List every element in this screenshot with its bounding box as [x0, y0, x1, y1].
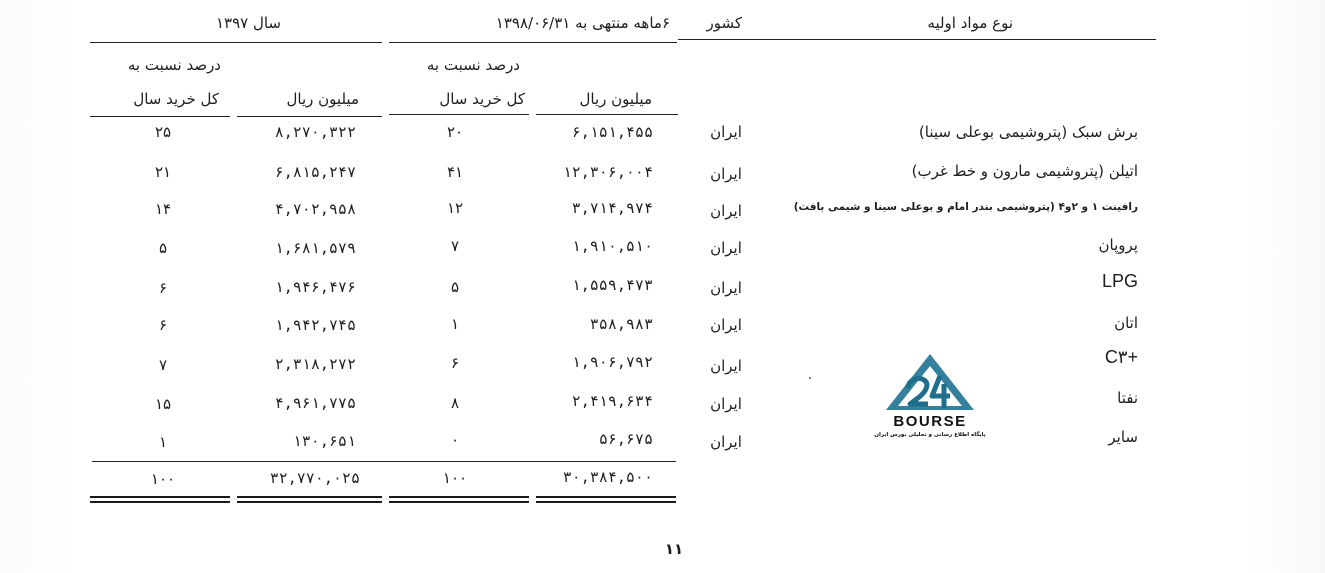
watermark-brand: BOURSE [893, 413, 967, 430]
header-material-type: نوع مواد اولیه [927, 14, 1013, 32]
total-previous-percent: ۱۰۰ [150, 470, 176, 488]
total-rule-top [92, 461, 676, 462]
material-name: LPG [1101, 271, 1138, 291]
material-name: برش سبک (پتروشیمی بوعلی سینا) [918, 123, 1138, 141]
material-name: نفتا [1117, 389, 1138, 407]
total-double-rule-3b [237, 501, 382, 503]
current-amount-cell: ۲,۴۱۹,۶۳۴ [571, 392, 653, 410]
country-cell: ایران [710, 279, 742, 297]
subheader-previous-percent-line2: کل خرید سال [133, 90, 219, 108]
header-rule-material [678, 39, 1156, 40]
header-period-current: ۶ماهه منتهی به ۱۳۹۸/۰۶/۳۱ [495, 14, 670, 32]
bourse-logo-icon [870, 352, 990, 414]
total-double-rule-4b [90, 501, 230, 503]
country-cell: ایران [710, 165, 742, 183]
previous-percent-cell: ۶ [158, 316, 168, 334]
previous-percent-cell: ۱۵ [154, 395, 172, 413]
header-rule-previous [90, 42, 382, 43]
previous-amount-cell: ۱۳۰,۶۵۱ [292, 432, 356, 450]
current-percent-cell: ۵ [450, 278, 460, 296]
total-double-rule-3a [237, 496, 382, 498]
total-double-rule-2a [389, 496, 529, 498]
previous-amount-cell: ۴,۹۶۱,۷۷۵ [274, 394, 356, 412]
subheader-current-percent-line1: درصد نسبت به [426, 56, 520, 74]
current-amount-cell: ۶,۱۵۱,۴۵۵ [571, 123, 653, 141]
total-current-amount: ۳۰,۳۸۴,۵۰۰ [562, 468, 653, 486]
current-percent-cell: ۱ [450, 315, 460, 333]
previous-percent-cell: ۵ [158, 239, 168, 257]
previous-amount-cell: ۲,۳۱۸,۲۷۲ [274, 355, 356, 373]
previous-percent-cell: ۲۵ [154, 123, 172, 141]
previous-amount-cell: ۱,۶۸۱,۵۷۹ [274, 239, 356, 257]
previous-amount-cell: ۸,۲۷۰,۳۲۲ [274, 123, 356, 141]
watermark-tagline: پایگاه اطلاع رسانی و تحلیلی بورس ایران [874, 432, 986, 438]
current-percent-cell: ۶ [450, 354, 460, 372]
previous-percent-cell: ۶ [158, 279, 168, 297]
current-percent-cell: ۱۲ [446, 199, 464, 217]
subheader-previous-percent-line1: درصد نسبت به [127, 56, 221, 74]
country-cell: ایران [710, 357, 742, 375]
total-double-rule-2b [389, 501, 529, 503]
total-current-percent: ۱۰۰ [442, 469, 468, 487]
current-amount-cell: ۱۲,۳۰۶,۰۰۴ [562, 163, 653, 181]
subheader-rule-current-percent [389, 114, 529, 115]
previous-amount-cell: ۱,۹۴۶,۴۷۶ [274, 278, 356, 296]
material-name: سایر [1108, 428, 1138, 446]
country-cell: ایران [710, 123, 742, 141]
subheader-rule-previous-percent [90, 116, 230, 117]
total-double-rule-4a [90, 496, 230, 498]
page-number: ۱۱ [664, 540, 684, 558]
previous-percent-cell: ۱ [158, 433, 168, 451]
country-cell: ایران [710, 433, 742, 451]
material-name: اتان [1114, 314, 1138, 332]
current-amount-cell: ۳,۷۱۴,۹۷۴ [571, 199, 653, 217]
total-previous-amount: ۳۲,۷۷۰,۰۲۵ [269, 469, 360, 487]
current-amount-cell: ۵۶,۶۷۵ [598, 430, 653, 448]
total-double-rule-1b [536, 501, 676, 503]
header-period-previous: سال ۱۳۹۷ [215, 14, 281, 32]
current-amount-cell: ۱,۹۰۶,۷۹۲ [571, 353, 653, 371]
total-double-rule-1a [536, 496, 676, 498]
current-percent-cell: ۰ [450, 431, 460, 449]
material-name: اتیلن (پتروشیمی مارون و خط غرب) [911, 162, 1138, 180]
material-name: C۳+ [1104, 347, 1138, 367]
current-percent-cell: ۴۱ [446, 163, 464, 181]
current-amount-cell: ۱,۹۱۰,۵۱۰ [571, 237, 653, 255]
subheader-rule-current-amount [536, 114, 678, 115]
bourse-watermark-logo [870, 352, 990, 447]
header-country: کشور [706, 14, 742, 32]
subheader-current-percent-line2: کل خرید سال [439, 90, 525, 108]
current-percent-cell: ۲۰ [446, 123, 464, 141]
previous-amount-cell: ۴,۷۰۲,۹۵۸ [274, 200, 356, 218]
scan-speck [809, 377, 811, 379]
current-amount-cell: ۱,۵۵۹,۴۷۳ [571, 276, 653, 294]
previous-amount-cell: ۱,۹۴۲,۷۴۵ [274, 316, 356, 334]
subheader-current-million-rial: میلیون ریال [579, 90, 652, 108]
subheader-rule-previous-amount [237, 116, 382, 117]
material-name: پروپان [1098, 236, 1138, 254]
country-cell: ایران [710, 202, 742, 220]
previous-percent-cell: ۷ [158, 356, 168, 374]
previous-percent-cell: ۱۴ [154, 200, 172, 218]
previous-amount-cell: ۶,۸۱۵,۲۴۷ [274, 163, 356, 181]
country-cell: ایران [710, 395, 742, 413]
previous-percent-cell: ۲۱ [154, 163, 172, 181]
material-name: رافینت ۱ و ۲و۴ (پتروشیمی بندر امام و بوعلی سینا و شیمی بافت) [793, 201, 1138, 213]
subheader-previous-million-rial: میلیون ریال [286, 90, 359, 108]
current-percent-cell: ۷ [450, 237, 460, 255]
country-cell: ایران [710, 316, 742, 334]
current-percent-cell: ۸ [450, 394, 460, 412]
country-cell: ایران [710, 239, 742, 257]
current-amount-cell: ۳۵۸,۹۸۳ [589, 315, 653, 333]
header-rule-current [389, 42, 677, 43]
